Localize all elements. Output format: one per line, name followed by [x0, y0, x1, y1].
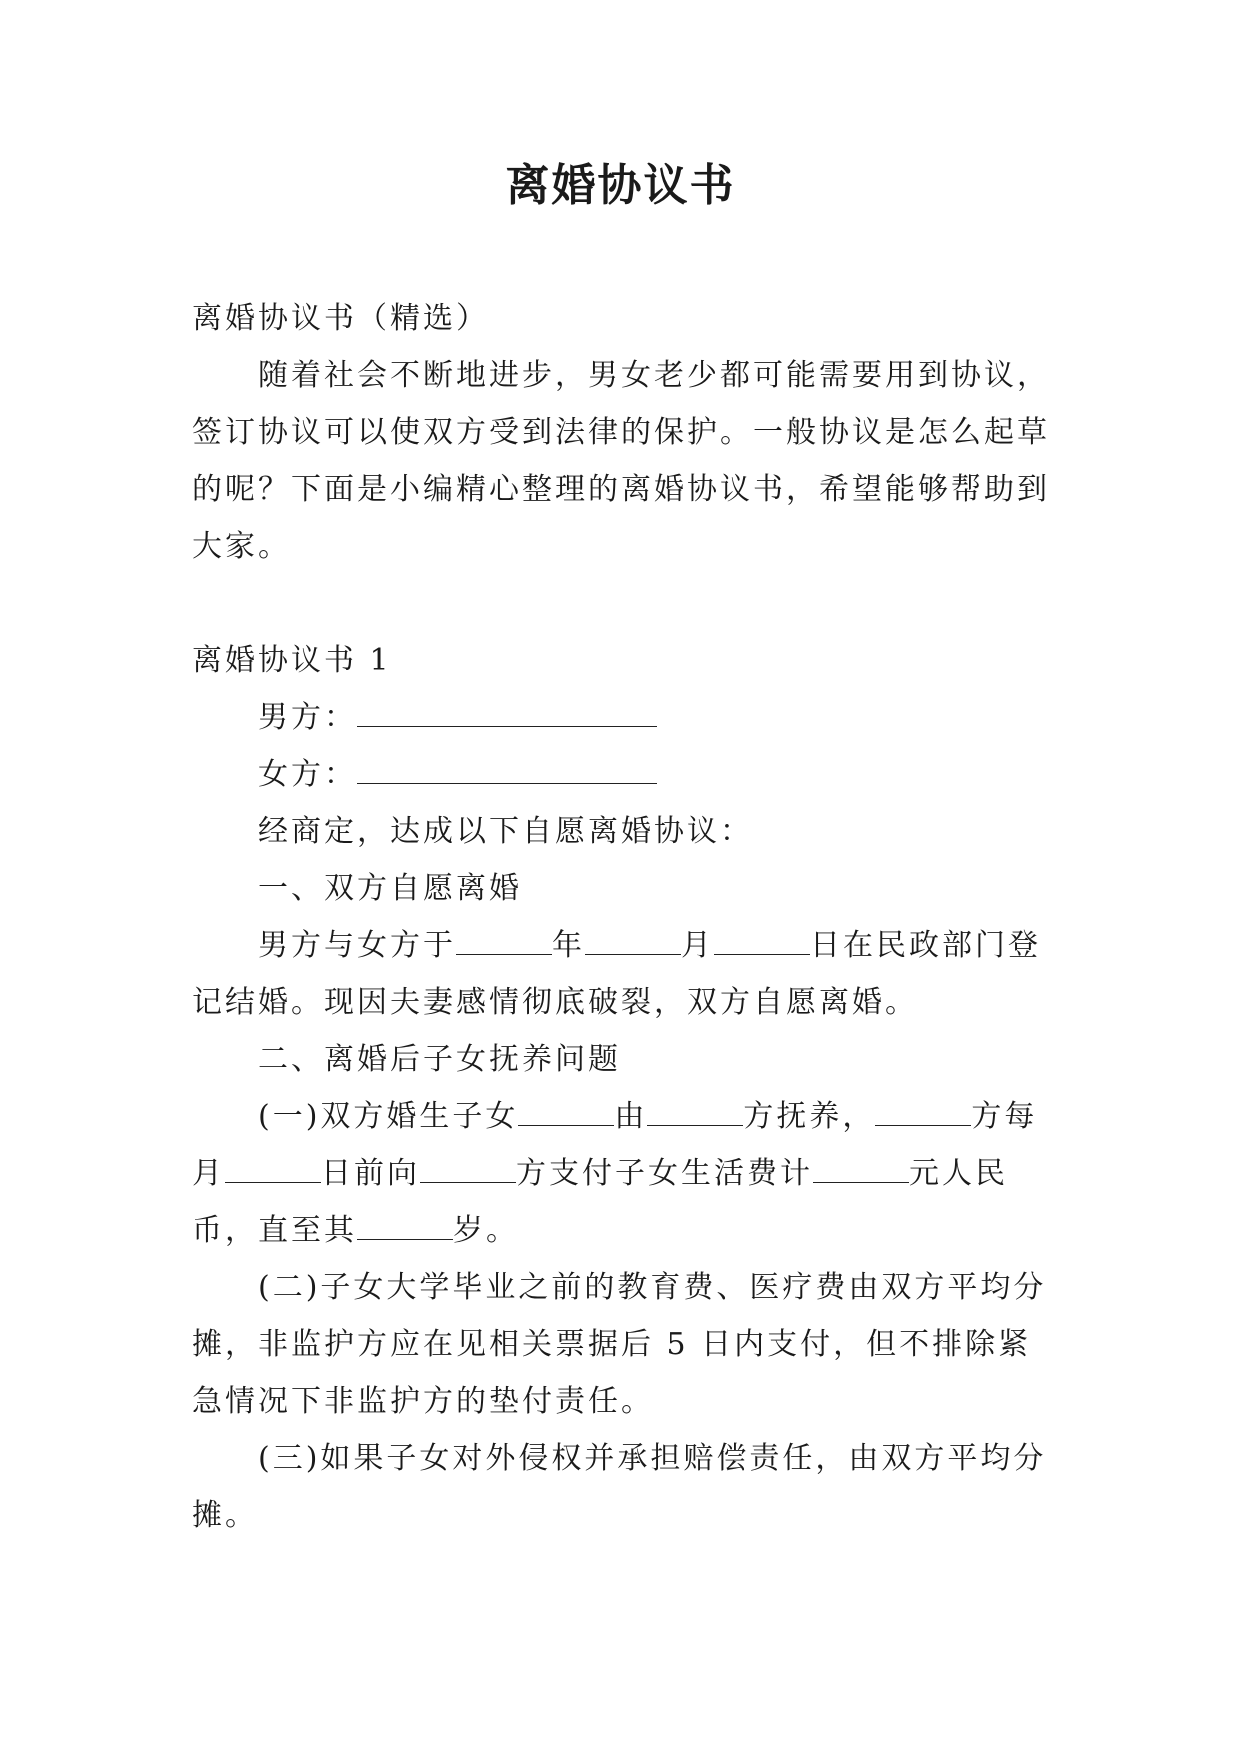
- clause2-item3: (三)如果子女对外侵权并承担赔偿责任，由双方平均分摊。: [192, 1441, 1047, 1533]
- item1-text-g: 元人民币，直至其: [192, 1156, 1008, 1248]
- clause2-item2: (二)子女大学毕业之前的教育费、医疗费由双方平均分摊，非监护方应在见相关票据后 5 日内支付，但不排除紧急情况下非监护方的垫付责任。: [192, 1270, 1047, 1419]
- document-body: [192, 290, 1052, 1544]
- document-title: 离婚协议书: [505, 160, 736, 211]
- intro-paragraph: 随着社会不断地进步，男女老少都可能需要用到协议，签订协议可以使双方受到法律的保护。一般协议是怎么起草的呢？下面是小编精心整理的离婚协议书，希望能够帮助到大家。: [192, 358, 1050, 564]
- clause1-heading: 一、双方自愿离婚: [258, 871, 522, 906]
- document-subtitle: 离婚协议书（精选）: [192, 301, 489, 336]
- clause2-item1: [192, 1088, 1052, 1259]
- month-label: 月: [681, 928, 714, 963]
- item1-text-c: 方抚养，: [743, 1099, 876, 1134]
- item1-text-a: (一)双方婚生子女: [258, 1099, 519, 1134]
- custody-party-blank[interactable]: [647, 1099, 743, 1126]
- clause1-paragraph: [192, 917, 1052, 1031]
- item1-text-e: 日前向: [321, 1156, 420, 1191]
- spacer: [192, 575, 1052, 632]
- item1-text-f: 方支付子女生活费计: [516, 1156, 813, 1191]
- male-label: 男方：: [258, 700, 357, 735]
- item1-text-h: 岁。: [453, 1213, 519, 1248]
- payee-party-blank[interactable]: [420, 1156, 516, 1183]
- item1-text-d: 方每月: [192, 1099, 1038, 1191]
- male-name-blank[interactable]: [357, 700, 657, 727]
- female-field-row: [192, 746, 1052, 803]
- clause2-heading: 二、离婚后子女抚养问题: [258, 1042, 621, 1077]
- year-blank[interactable]: [456, 928, 552, 955]
- clause1-text-b: 日在民政部门登记结婚。现因夫妻感情彻底破裂，双方自愿离婚。: [192, 928, 1041, 1020]
- male-field-row: [192, 689, 1052, 746]
- day-blank[interactable]: [714, 928, 810, 955]
- clause1-text-a: 男方与女方于: [258, 928, 456, 963]
- female-label: 女方：: [258, 757, 357, 792]
- age-blank[interactable]: [357, 1213, 453, 1240]
- female-name-blank[interactable]: [357, 757, 657, 784]
- year-label: 年: [552, 928, 585, 963]
- amount-blank[interactable]: [813, 1156, 909, 1183]
- child-blank[interactable]: [518, 1099, 614, 1126]
- section-title: 离婚协议书 1: [192, 643, 392, 678]
- item1-text-b: 由: [614, 1099, 648, 1134]
- payer-party-blank[interactable]: [875, 1099, 971, 1126]
- pay-day-blank[interactable]: [225, 1156, 321, 1183]
- agreement-intro: 经商定，达成以下自愿离婚协议：: [258, 814, 753, 849]
- month-blank[interactable]: [585, 928, 681, 955]
